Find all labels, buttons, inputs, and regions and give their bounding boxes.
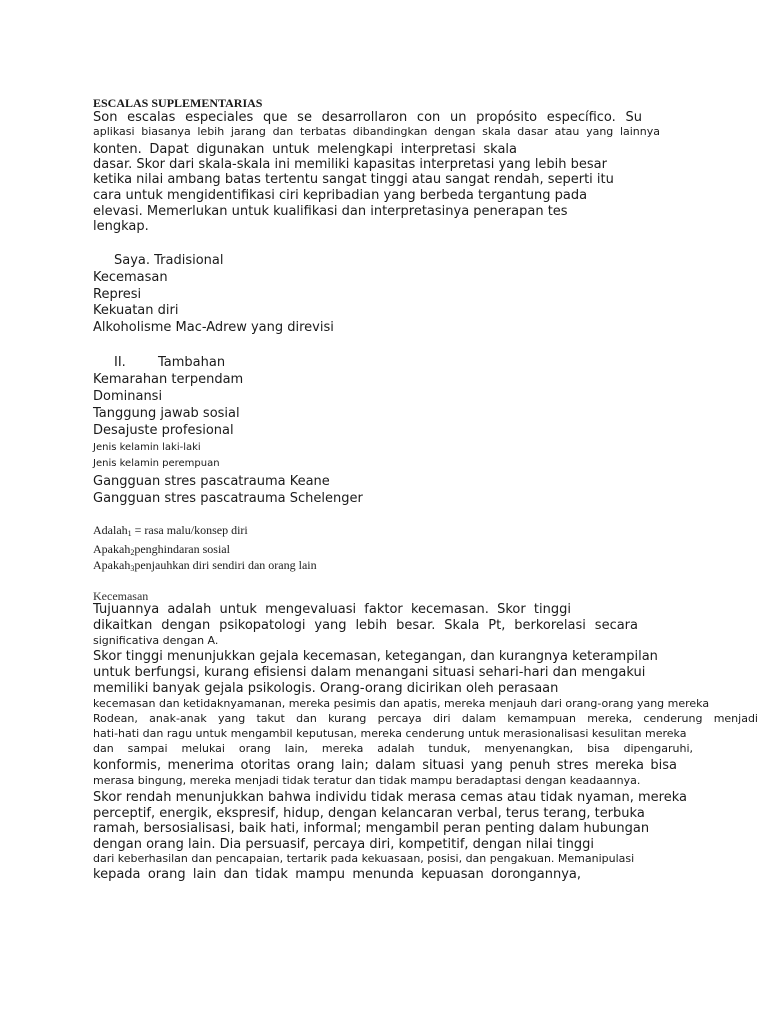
- list-item: Kecemasan: [93, 270, 168, 285]
- abbrev-text: penghindaran sosial: [134, 542, 230, 556]
- abbrev-line: [93, 557, 317, 577]
- list-item: Kemarahan terpendam: [93, 372, 244, 387]
- intro-line: elevasi. Memerlukan untuk kualifikasi dan interpretasinya penerapan tes: [93, 204, 568, 219]
- intro-line: aplikasi biasanya lebih jarang dan terbatas dibandingkan dengan skala dasar atau yang lainnya: [93, 125, 660, 138]
- intro-line: cara untuk mengidentifikasi ciri kepribadian yang berbeda tergantung pada: [93, 188, 588, 203]
- paragraph-line: dengan orang lain. Dia persuasif, percaya diri, kompetitif, dengan nilai tinggi: [93, 837, 594, 852]
- abbrev-subscript: 1: [127, 529, 132, 538]
- paragraph-line: hati-hati dan ragu untuk mengambil keputusan, mereka cenderung untuk merasionalisasi kesulitan mereka: [93, 727, 687, 740]
- paragraph-line: kecemasan dan ketidaknyamanan, mereka pesimis dan apatis, mereka menjauh dari orang-orang yang mereka: [93, 697, 710, 710]
- abbrev-line: [93, 522, 248, 542]
- abbrev-prefix: Adalah: [93, 523, 128, 537]
- paragraph-line: perceptif, energik, ekspresif, hidup, dengan kelancaran verbal, terus terang, terbuka: [93, 806, 645, 821]
- list-item: Alkoholisme Mac-Adrew yang direvisi: [93, 320, 334, 335]
- kecemasan-heading: Kecemasan: [93, 589, 149, 603]
- paragraph-line: significativa dengan A.: [93, 634, 219, 647]
- document-title: ESCALAS SUPLEMENTARIAS: [93, 96, 263, 110]
- abbrev-text: = rasa malu/konsep diri: [131, 523, 248, 537]
- list-item: Gangguan stres pascatrauma Schelenger: [93, 491, 363, 506]
- paragraph-line: konformis, menerima otoritas orang lain; dalam situasi yang penuh stres mereka bisa: [93, 758, 677, 773]
- paragraph-line: dari keberhasilan dan pencapaian, tertarik pada kekuasaan, posisi, dan pengakuan. Memanipulasi: [93, 852, 635, 865]
- abbrev-subscript: 3: [130, 564, 135, 573]
- paragraph-line: untuk berfungsi, kurang efisiensi dalam menangani situasi sehari-hari dan mengakui: [93, 665, 646, 680]
- intro-line: ketika nilai ambang batas tertentu sangat tinggi atau sangat rendah, seperti itu: [93, 172, 614, 187]
- section-heading-traditional: Saya. Tradisional: [114, 253, 224, 268]
- list-item: Dominansi: [93, 389, 163, 404]
- paragraph-line: Rodean, anak-anak yang takut dan kurang percaya diri dalam kemampuan mereka, cenderung menjadi: [93, 712, 758, 725]
- list-item-small: Jenis kelamin perempuan: [93, 458, 220, 469]
- intro-line: dasar. Skor dari skala-skala ini memiliki kapasitas interpretasi yang lebih besar: [93, 157, 607, 172]
- list-item: Desajuste profesional: [93, 423, 234, 438]
- intro-line: Son escalas especiales que se desarrollaron con un propósito específico. Su: [93, 110, 642, 125]
- paragraph-line: dikaitkan dengan psikopatologi yang lebih besar. Skala Pt, berkorelasi secara: [93, 618, 638, 633]
- paragraph-line: memiliki banyak gejala psikologis. Orang-orang dicirikan oleh perasaan: [93, 681, 559, 696]
- intro-line: lengkap.: [93, 219, 149, 234]
- paragraph-line: Skor tinggi menunjukkan gejala kecemasan, ketegangan, dan kurangnya keterampilan: [93, 649, 658, 664]
- list-item: Kekuatan diri: [93, 303, 179, 318]
- paragraph-line: ramah, bersosialisasi, baik hati, informal; mengambil peran penting dalam hubungan: [93, 821, 650, 836]
- paragraph-line: Skor rendah menunjukkan bahwa individu tidak merasa cemas atau tidak nyaman, mereka: [93, 790, 687, 805]
- list-item: Tanggung jawab sosial: [93, 406, 240, 421]
- paragraph-line: merasa bingung, mereka menjadi tidak teratur dan tidak mampu beradaptasi dengan keadaannya.: [93, 774, 641, 787]
- list-item: Gangguan stres pascatrauma Keane: [93, 474, 330, 489]
- section-numeral: II.: [114, 355, 126, 370]
- paragraph-line: kepada orang lain dan tidak mampu menunda kepuasan dorongannya,: [93, 867, 581, 882]
- section-heading-additional: Tambahan: [158, 355, 226, 370]
- abbrev-prefix: Apakah: [93, 558, 131, 572]
- abbrev-prefix: Apakah: [93, 542, 131, 556]
- paragraph-line: Tujuannya adalah untuk mengevaluasi faktor kecemasan. Skor tinggi: [93, 602, 571, 617]
- list-item: Represi: [93, 287, 142, 302]
- intro-line: konten. Dapat digunakan untuk melengkapi interpretasi skala: [93, 142, 517, 157]
- paragraph-line: dan sampai melukai orang lain, mereka adalah tunduk, menyenangkan, bisa dipengaruhi,: [93, 742, 693, 755]
- list-item-small: Jenis kelamin laki-laki: [93, 442, 201, 453]
- abbrev-text: penjauhkan diri sendiri dan orang lain: [134, 558, 317, 572]
- abbrev-subscript: 2: [130, 548, 135, 557]
